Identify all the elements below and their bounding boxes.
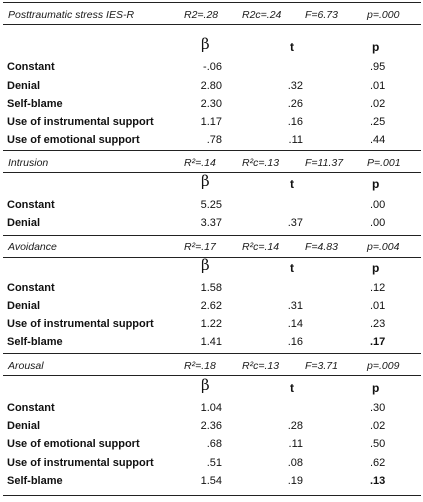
p-value: .02 — [370, 98, 386, 110]
t-value: .32 — [287, 80, 303, 92]
p-value: .13 — [370, 475, 386, 487]
section-header-rule — [3, 24, 421, 25]
p-value: .62 — [370, 457, 386, 469]
column-header-p: p — [372, 177, 380, 191]
section-top-rule — [3, 353, 421, 354]
table-bottom-rule — [3, 495, 421, 496]
section-header-rule — [3, 375, 421, 376]
beta-value: -.06 — [203, 61, 222, 73]
column-header-beta: β — [201, 172, 210, 190]
f-statistic: F=3.71 — [305, 360, 338, 372]
t-value: .31 — [287, 300, 303, 312]
beta-value: .68 — [206, 438, 222, 450]
r-squared: R²=.14 — [184, 157, 216, 169]
model-p-value: p=.000 — [367, 9, 400, 21]
beta-value: 1.17 — [200, 116, 222, 128]
beta-value: 1.41 — [200, 336, 222, 348]
row-label: Constant — [7, 199, 55, 211]
p-value: .12 — [370, 282, 386, 294]
row-label: Use of emotional support — [7, 438, 140, 450]
beta-value: 3.37 — [200, 217, 222, 229]
p-value: .30 — [370, 402, 386, 414]
adjusted-r-squared: R²c=.14 — [242, 241, 280, 253]
r-squared: R²=.17 — [184, 241, 216, 253]
p-value: .01 — [370, 300, 386, 312]
beta-value: 2.80 — [200, 80, 222, 92]
row-label: Denial — [7, 420, 41, 432]
t-value: .26 — [287, 98, 303, 110]
column-header-p: p — [372, 40, 380, 54]
t-value: .14 — [287, 318, 303, 330]
row-label: Denial — [7, 80, 41, 92]
row-label: Use of instrumental support — [7, 116, 154, 128]
row-label: Denial — [7, 300, 41, 312]
adjusted-r-squared: R²c=.13 — [242, 157, 280, 169]
row-label: Self-blame — [7, 475, 63, 487]
f-statistic: F=11.37 — [305, 157, 344, 169]
p-value: .02 — [370, 420, 386, 432]
section-title: Avoidance — [8, 241, 57, 253]
row-label: Denial — [7, 217, 41, 229]
p-value: .95 — [370, 61, 386, 73]
section-top-rule — [3, 235, 421, 236]
r-squared: R2=.28 — [184, 9, 219, 21]
t-value: .19 — [287, 475, 303, 487]
beta-value: 5.25 — [200, 199, 222, 211]
t-value: .16 — [287, 116, 303, 128]
t-value: .28 — [287, 420, 303, 432]
f-statistic: F=6.73 — [305, 9, 338, 21]
t-value: .16 — [287, 336, 303, 348]
p-value: .01 — [370, 80, 386, 92]
column-header-p: p — [372, 381, 380, 395]
p-value: .50 — [370, 438, 386, 450]
adjusted-r-squared: R2c=.24 — [242, 9, 282, 21]
model-p-value: P=.001 — [367, 157, 401, 169]
p-value: .44 — [370, 134, 386, 146]
r-squared: R²=.18 — [184, 360, 216, 372]
row-label: Self-blame — [7, 98, 63, 110]
p-value: .17 — [370, 336, 386, 348]
column-header-beta: β — [201, 35, 210, 53]
p-value: .00 — [370, 217, 386, 229]
beta-value: 2.36 — [200, 420, 222, 432]
column-header-t: t — [290, 40, 294, 54]
row-label: Constant — [7, 61, 55, 73]
beta-value: 1.04 — [200, 402, 222, 414]
t-value: .11 — [288, 134, 303, 146]
row-label: Constant — [7, 402, 55, 414]
column-header-p: p — [372, 261, 380, 275]
section-title: Posttraumatic stress IES-R — [8, 9, 135, 21]
p-value: .23 — [370, 318, 386, 330]
t-value: .11 — [288, 438, 303, 450]
column-header-t: t — [290, 261, 294, 275]
section-title: Intrusion — [8, 157, 49, 169]
model-p-value: p=.009 — [367, 360, 400, 372]
f-statistic: F=4.83 — [305, 241, 338, 253]
section-header-rule — [3, 257, 421, 258]
row-label: Constant — [7, 282, 55, 294]
beta-value: 1.22 — [200, 318, 222, 330]
model-p-value: p=.004 — [367, 241, 400, 253]
row-label: Self-blame — [7, 336, 63, 348]
adjusted-r-squared: R²c=.13 — [242, 360, 280, 372]
section-title: Arousal — [8, 360, 44, 372]
column-header-t: t — [290, 177, 294, 191]
beta-value: .51 — [206, 457, 222, 469]
row-label: Use of instrumental support — [7, 318, 154, 330]
column-header-beta: β — [201, 256, 210, 274]
beta-value: 1.54 — [200, 475, 222, 487]
column-header-beta: β — [201, 376, 210, 394]
column-header-t: t — [290, 381, 294, 395]
beta-value: 2.62 — [200, 300, 222, 312]
beta-value: 2.30 — [200, 98, 222, 110]
beta-value: .78 — [206, 134, 222, 146]
row-label: Use of emotional support — [7, 134, 140, 146]
t-value: .37 — [287, 217, 303, 229]
beta-value: 1.58 — [200, 282, 222, 294]
section-top-rule — [3, 2, 421, 3]
p-value: .00 — [370, 199, 386, 211]
p-value: .25 — [370, 116, 386, 128]
t-value: .08 — [287, 457, 303, 469]
row-label: Use of instrumental support — [7, 457, 154, 469]
section-header-rule — [3, 172, 421, 173]
section-top-rule — [3, 150, 421, 151]
